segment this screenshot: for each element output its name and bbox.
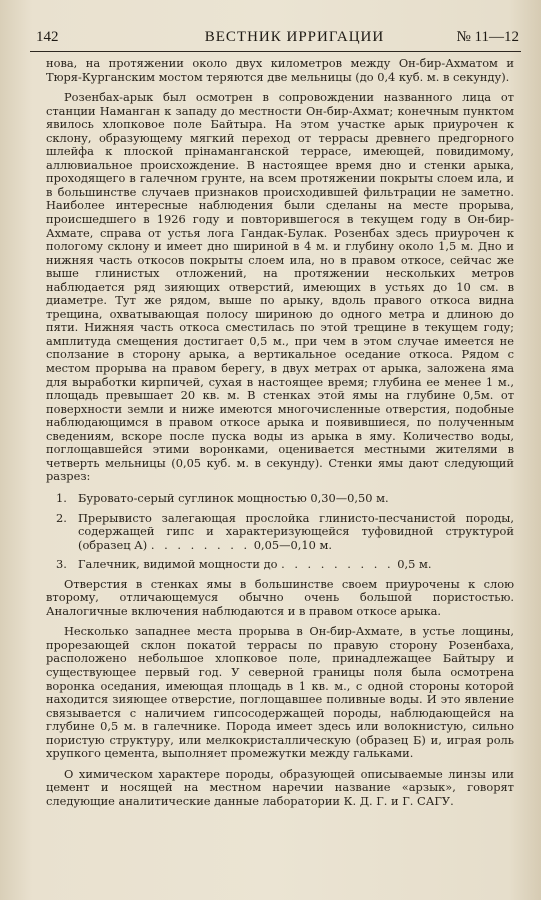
paragraph-openings: Отверстия в стенках ямы в большинстве своем приурочены к слою второму, отличающемуся обычно очень большой пористостью. Аналогичные включения наблюдаются и в правом откосе арыка. [46,576,514,618]
paragraph-rozenbakh: Розенбах-арык был осмотрен в сопровождении названного лица от станции Наманган к западу до местности Он-бир-Ахмат; конечным пунктом явилось хлопковое поле Байтыра. На этом участке арык приурочен к склону, образующему мягкий переход от террасы древнего предгорного шлейфа к плоской прінаманганской террасе, имеющей, повидимому, аллювиальное происхождение. В настоящее время дно и стенки арыка, проходящего в галечном грунте, на всем протяжении покрыты слоем ила, и в большинстве случаев признаков происходившей фильтрации не заметно. Наиболее интересные наблюдения были сделаны на месте прорыва, происшедшего в 1926 году и повторившегося в текущем году в Он-бир-Ахмате, справа от устья лога Гандак-Булак. Розенбах здесь приурочен к пологому склону и имеет дно шириной в 4 м. и глубину около 1,5 м. Дно и нижняя часть откосов покрыты слоем ила, но в правом откосе, сейчас же выше глинистых отложений, на протяжении нескольких метров наблюдается ряд зияющих отверстий, имеющих в устьях до 10 см. в диаметре. Тут же рядом, выше по арыку, вдоль правого откоса видна трещина, охватывающая полосу шириною до одного метра и длиною до пяти. Нижняя часть откоса сместилась по этой трещине в текущем году; амплитуда смещения достигает 0,5 м., при чем в этом случае имеется не сползание в сторону арыка, а вертикальное оседание откоса. Рядом с местом прорыва на правом берегу, в двух метрах от арыка, заложена яма для выработки кирпичей, сухая в настоящее время; глубина ее менее 1 м., площадь превышает 20 кв. м. В стенках этой ямы на глубине 0,5м. от поверхности земли и ниже имеются многочисленные отверстия, подобные наблюдающимся в правом откосе арыка и появившиеся, по полученным сведениям, вскоре после пуска воды из арыка в яму. Количество воды, поглощавшейся этими воронками, оценивается местными жителями в четверть мельницы (0,05 куб. м. в секунду). Стенки ямы дают следующий разрез: [46,90,514,484]
list-item-number: 2. [56,510,67,525]
page-header [30,29,519,51]
list-item-text: Прерывисто залегающая прослойка глинисто-песчанистой породы, содержащей гипс и характеризующейся туфовидной структурой (образец А) [78,510,514,552]
header-rule [30,51,521,52]
list-item-body [78,558,514,572]
journal-title: ВЕСТНИК ИРРИГАЦИИ [204,29,385,45]
leader-dots: . . . . . . . . . [281,557,394,572]
list-item-value: 0,5 м. [397,557,432,572]
list-item-number: 3. [56,557,67,572]
list-item-text: Галечник, видимой мощности до [78,557,278,572]
list-item [46,558,514,572]
list-item [46,512,514,553]
issue-number: № 11—12 [456,29,519,45]
leader-dots: . . . . . . . . [150,537,251,552]
list-item-value: 0,05—0,10 м. [253,537,332,552]
page-number: 142 [36,29,59,45]
list-item [46,492,514,506]
section-list [46,492,514,572]
article-body [46,57,514,808]
list-item-number: 1. [56,490,67,505]
paragraph-continuation: нова, на протяжении около двух километров между Он-бир-Ахматом и Тюря-Курганским мостом теряются две мельницы (до 0,4 куб. м. в секунду). [46,56,514,84]
list-item-text: Буровато-серый суглинок мощностью 0,30—0,50 м. [78,490,389,505]
paragraph-west: Несколько западнее места прорыва в Он-бир-Ахмате, в устье лощины, прорезающей склон покатой террасы по правую сторону Розенбаха, расположено небольшое хлопковое поле, принадлежащее Байтыру и существующее первый год. У северной границы поля была осмотрена воронка оседания, имеющая площадь в 1 кв. м., с одной стороны которой находится зияющее отверстие, поглощавшее поливные воды. И это явление связывается с наличием гипсосодержащей породы, наблюдающейся на глубине 0,5 м. в галечнике. Порода имеет здесь или волокнистую, сильно пористую структуру, или мелкокристаллическую (образец Б) и, играя роль хрупкого цемента, выполняет промежутки между гальками. [46,624,514,761]
list-item-body [78,512,514,553]
paragraph-chemistry: О химическом характере породы, образующей описываемые линзы или цемент и носящей на местном наречии название «арзык», говорят следующие аналитические данные лаборатории К. Д. Г. и Г. САГУ. [46,766,514,808]
